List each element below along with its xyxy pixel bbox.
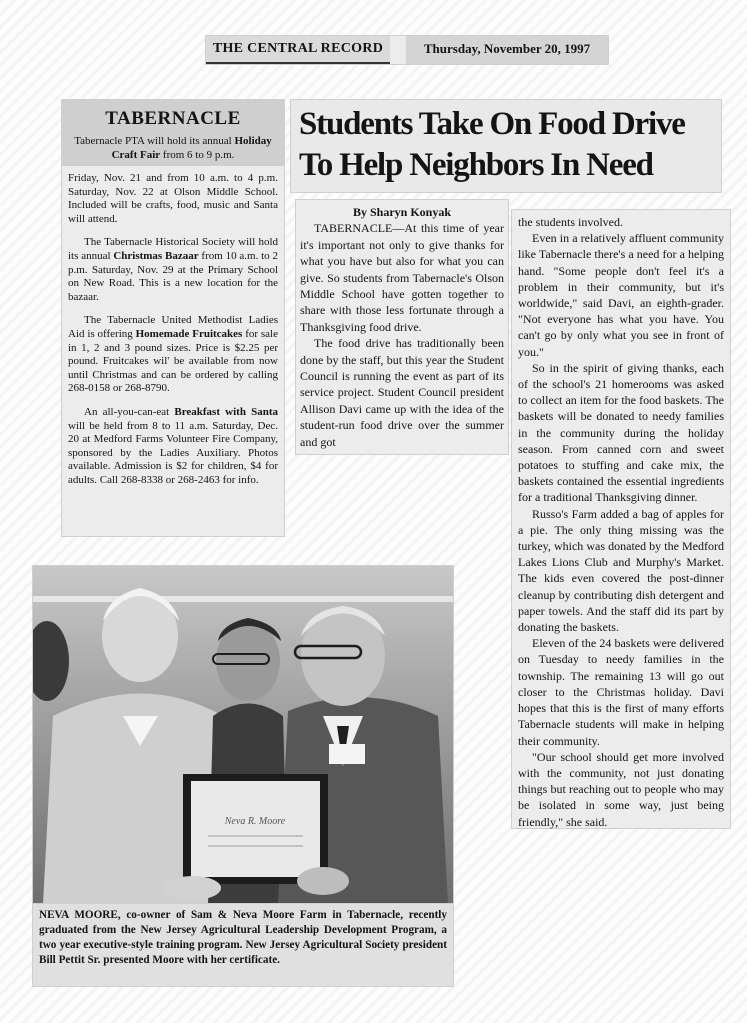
article-paragraph: the students involved. — [518, 215, 623, 229]
tabernacle-title: TABERNACLE — [105, 108, 241, 129]
article-paragraph: Even in a relatively affluent community like Tabernacle there's a need for a helping hand. "Some people don't feel it's a problem in their community, but it's worldwide," said Davi, an eighth-grader. "Not everyone has what you have. You can't go by only what you see in front of you." — [518, 231, 724, 359]
paper-name: THE CENTRAL RECORD — [206, 36, 390, 64]
pta-craft-fair-intro: Tabernacle PTA will hold its annual Holiday Craft Fair from 6 to 9 p.m. — [74, 135, 272, 161]
headline-line-1: Students Take On Food Drive — [299, 106, 685, 142]
christmas-bazaar-item: The Tabernacle Historical Society will hold its annual Christmas Bazaar from 10 a.m. to 2 p.m. Saturday, Nov. 29 at the Primary School on New Road. This is a new location for the bazaar. — [68, 236, 278, 303]
article-paragraph: TABERNACLE—At this time of year it's important not only to give thanks for what you have but also for what you can give. So students from Tabernacle's Olson Middle School have gotten together to share with those less fortunate through a Thanksgiving food drive. — [300, 221, 504, 334]
article-paragraph: Eleven of the 24 baskets were delivered on Tuesday to needy families in the township. The remaining 13 will go out closer to the Christmas holiday. Davi hopes that this is the first of many efforts Tabernacle students will make in helping their community. — [518, 636, 724, 748]
article-paragraph: Russo's Farm added a bag of apples for a pie. The only thing missing was the turkey, which was donated by the Medford Lakes Lions Club and Murphy's Market. The kids even covered the post-dinner cleanup by contributing dish detergent and paper towels. And the staff did its part by donating the baskets. — [518, 506, 724, 635]
byline: By Sharyn Konyak — [352, 205, 452, 219]
breakfast-with-santa-item: An all-you-can-eat Breakfast with Santa will be held from 8 to 11 a.m. Saturday, Dec. 20 at Medford Farms Volunteer Fire Company, sponsored by the Ladies Auxiliary. Photos available. Admission is $2 for children, $4 for adults. Call 268-8338 or 268-2463 for info. — [68, 405, 279, 486]
tabernacle-column — [62, 100, 284, 536]
certificate-name: Neva R. Moore — [224, 816, 286, 827]
issue-date: Thursday, November 20, 1997 — [406, 36, 608, 64]
article-paragraph: So in the spirit of giving thanks, each of the school's 21 homerooms was asked to collect an item for the food baskets. The baskets will be donated to needy families in the community during the holiday season. From canned corn and sweet potatoes to stuffing and cake mix, the baskets contained the essential ingredients for a traditional Thanksgiving dinner. — [518, 360, 724, 505]
masthead — [206, 36, 608, 64]
article-paragraph: "Our school should get more involved with the community, not just donating things but reaching out to people who may be isolated in some way, just being friendly," she said. — [518, 749, 724, 829]
article-paragraph: The food drive has traditionally been done by the staff, but this year the Student Council is running the event as part of its service project. Student Council president Allison Davi came up with the idea of the student-run food drive over the summer and got — [300, 336, 504, 449]
headline-line-2: To Help Neighbors In Need — [299, 147, 653, 183]
award-photo-illustration — [33, 566, 453, 904]
award-photo — [33, 566, 453, 904]
tabernacle-column-header — [62, 100, 284, 166]
photo-caption: NEVA MOORE, co-owner of Sam & Neva Moore Farm in Tabernacle, recently graduated from the New Jersey Agricultural Leadership Development Program, a two year executive-style training program. New Jersey Agricultural Society president Bill Pettit Sr. presented Moore with her certificate. — [33, 904, 453, 986]
article-headline — [291, 100, 721, 192]
craft-fair-details: Friday, Nov. 21 and from 10 a.m. to 4 p.m. Saturday, Nov. 22 at Olson Middle School. Included will be crafts, food, music and Santa will attend. — [68, 172, 278, 225]
fruitcakes-item: The Tabernacle United Methodist Ladies Aid is offering Homemade Fruitcakes for sale in 1, 2 and 3 pound sizes. Price is $2.25 per pound. Fruitcakes wil' be available from now until Christmas and can be ordered by calling 268-0158 or 268-8790. — [68, 314, 278, 395]
article-column-1 — [296, 200, 508, 454]
article-column-2 — [512, 210, 730, 828]
